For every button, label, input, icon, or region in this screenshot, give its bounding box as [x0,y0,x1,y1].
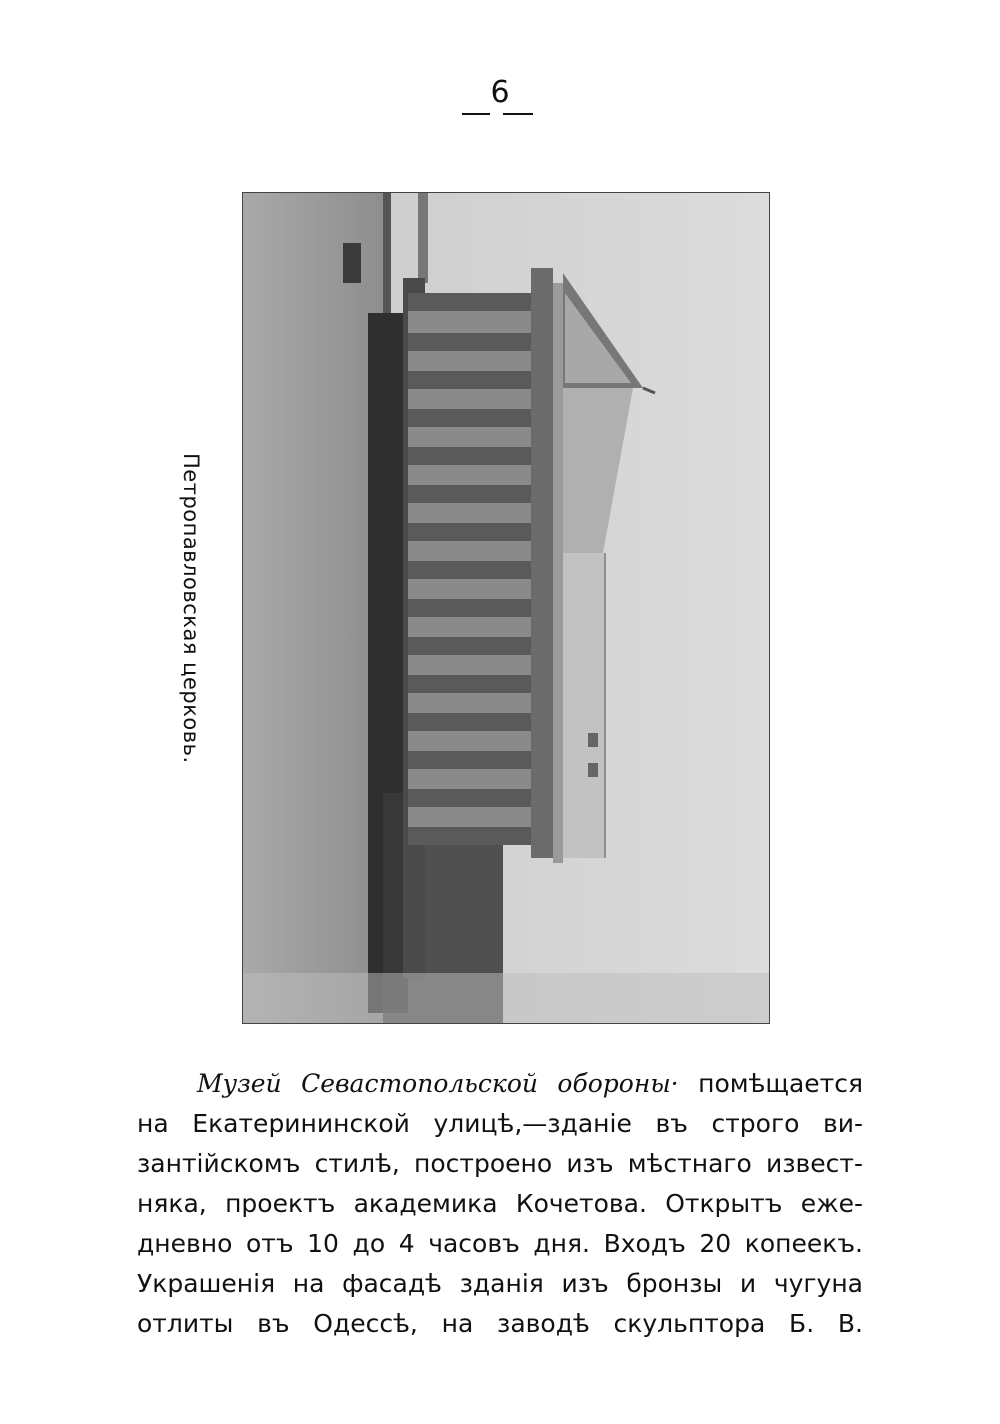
church-photo [242,192,770,1024]
page-number-rule-right [503,113,533,115]
text-line-4: няка, проектъ академика Кочетова. Открытъ еже- [137,1189,863,1218]
text-line-1-rest: помѣщается [698,1069,863,1098]
text-line-6: Украшенія на фасадѣ зданія изъ бронзы и чугуна [137,1269,863,1298]
page-number-rule-left [462,113,490,115]
text-line-5: дневно отъ 10 до 4 часовъ дня. Входъ 20 копеекъ. [137,1229,863,1258]
museum-name: Музей Севастопольской обороны· [197,1069,679,1098]
page-number: 6 [490,75,510,110]
text-line-2: на Екатерининской улицѣ,—зданіе въ строго ви- [137,1109,863,1138]
church-photo-illustration [243,193,769,1023]
photo-caption: Петропавловская церковь. [179,453,203,764]
text-line-1 [137,1064,863,1104]
text-line-7: отлиты въ Одессѣ, на заводѣ скульптора Б. В. [137,1309,863,1338]
text-line-3: зантійскомъ стилѣ, построено изъ мѣстнаго извест- [137,1149,863,1178]
body-text [137,1064,863,1344]
